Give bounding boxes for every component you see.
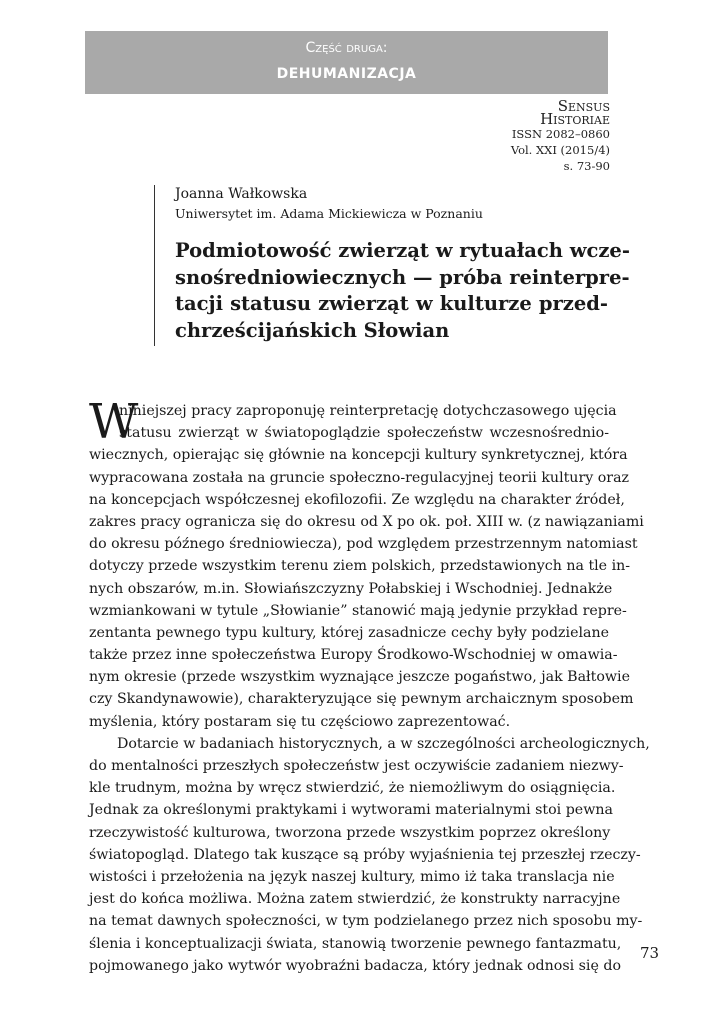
title-line: tacji statusu zwierząt w kulturze przed- [175, 292, 608, 315]
body-line: nych obszarów, m.in. Słowiańszczyzny Połabskiej i Wschodniej. Jednakże [89, 580, 613, 597]
part-label: Część druga: [305, 40, 388, 56]
title-line: snośredniowiecznych — próba reinterpre- [175, 265, 630, 289]
body-line: dotyczy przede wszystkim terenu ziem polskich, przedstawionych na tle in- [89, 558, 631, 575]
journal-pages: s. 73-90 [563, 159, 610, 173]
body-line: myślenia, który postaram się tu częściowo zaprezentować. [89, 713, 511, 730]
author-name: Joanna Wałkowska [175, 186, 308, 202]
body-line: na koncepcjach współczesnej ekofilozofii. Ze względu na charakter źródeł, [89, 491, 625, 508]
body-line: wiecznych, opierając się głównie na koncepcji kultury synkretycznej, która [89, 447, 628, 464]
body-line: kle trudnym, można by wręcz stwierdzić, że niemożliwym do osiągnięcia. [89, 780, 616, 797]
body-line: zakres pracy ogranicza się do okresu od X po ok. poł. XIII w. (z nawiązaniami [89, 513, 644, 530]
body-line: czy Skandynawowie), charakteryzujące się pewnym archaicznym sposobem [89, 691, 634, 708]
journal-name-line1: Sensus [557, 97, 610, 115]
body-line: także przez inne społeczeństwa Europy Środkowo-Wschodniej w omawia- [89, 647, 618, 664]
page-number: 73 [640, 944, 660, 962]
title-line: Podmiotowość zwierząt w rytuałach wcze- [175, 239, 630, 262]
body-line: nym okresie (przede wszystkim wyznające jeszcze pogaństwo, jak Bałtowie [89, 669, 630, 686]
journal-volume: Vol. XXI (2015/4) [510, 143, 610, 157]
body-line: rzeczywistość kulturowa, tworzona przede wszystkim poprzez określony [89, 824, 611, 841]
body-line: wypracowana została na gruncie społeczno-regulacyjnej teorii kultury oraz [89, 469, 630, 486]
author-affiliation: Uniwersytet im. Adama Mickiewicza w Poznaniu [175, 206, 483, 221]
body-line: wistości i przełożenia na język naszej kultury, mimo iż taka translacja nie [89, 868, 615, 885]
part-banner [85, 31, 608, 94]
body-line: zentanta pewnego typu kultury, której zasadnicze cechy były podzielane [89, 624, 609, 641]
journal-info [510, 97, 610, 174]
part-title: DEHUMANIZACJA [276, 66, 417, 82]
body-line: statusu zwierząt w światopoglądzie społeczeństw wczesnośrednio- [119, 425, 609, 442]
body-line: światopogląd. Dlatego tak kuszące są próby wyjaśnienia tej przeszłej rzeczy- [89, 846, 641, 863]
body-line: jest do końca możliwa. Można zatem stwierdzić, że konstrukty narracyjne [89, 891, 621, 908]
body-line: do mentalności przeszłych społeczeństw jest oczywiście zadaniem niezwy- [89, 758, 624, 774]
body-line: na temat dawnych społeczności, w tym podzielanego przez nich sposobu my- [89, 913, 643, 930]
article-title [175, 238, 630, 344]
drop-cap: W [89, 394, 139, 450]
journal-issn: ISSN 2082–0860 [511, 127, 610, 141]
body-line: ślenia i konceptualizacji świata, stanowią tworzenie pewnego fantazmatu, [89, 935, 622, 952]
journal-name-line2: Historiae [540, 110, 610, 128]
body-line: wzmiankowani w tytule „Słowianie” stanowić mają jedynie przykład repre- [89, 602, 627, 619]
body-line: Dotarcie w badaniach historycznych, a w szczególności archeologicznych, [117, 735, 650, 752]
body-line: pojmowanego jako wytwór wyobraźni badacza, który jednak odnosi się do [89, 957, 621, 974]
body-line: niniejszej pracy zaproponuję reinterpretację dotychczasowego ujęcia [119, 403, 617, 419]
title-line: chrześcijańskich Słowian [175, 318, 450, 342]
body-line: do okresu późnego średniowiecza), pod względem przestrzennym natomiast [89, 536, 638, 553]
body-line: Jednak za określonymi praktykami i wytworami materialnymi stoi pewna [89, 802, 613, 819]
title-rule [154, 185, 155, 346]
